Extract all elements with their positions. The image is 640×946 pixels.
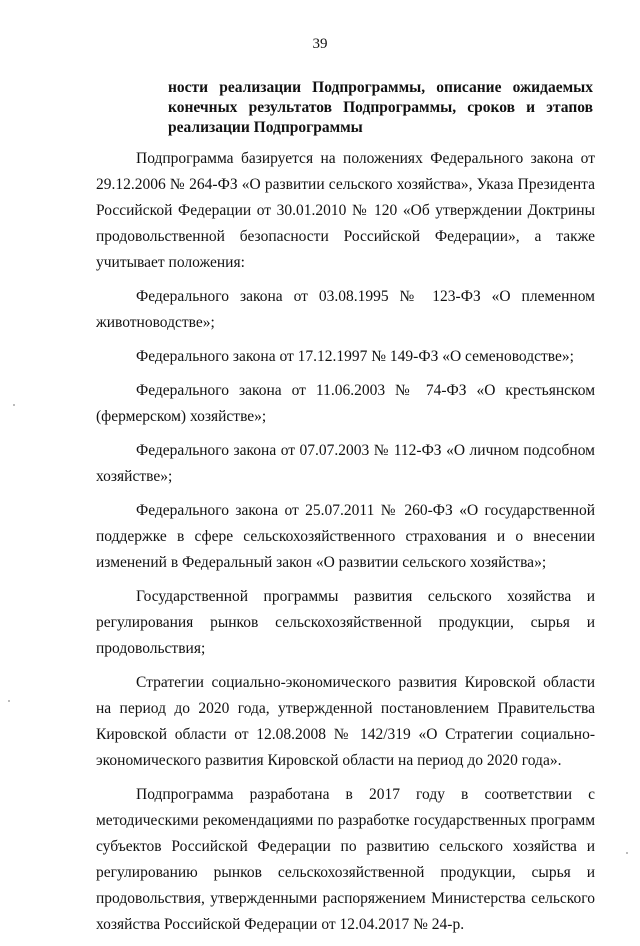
paragraph-law-149: Федерального закона от 17.12.1997 № 149-ФЗ «О семеноводстве»; [136, 348, 574, 365]
scan-speck [13, 404, 15, 406]
section-title: ности реализации Подпрограммы, описание ожидаемых конечных результатов Подпрограммы, сроков и этапов реализации Подпрограммы [168, 79, 593, 136]
paragraph-developed: Подпрограмма разработана в 2017 году в соответствии с методическими рекомендациями по разработке государственных программ субъектов Российской Федерации по развитию сельского хозяйства и регулированию рынков сельскохозяйственной продукции, сырья и продовольствия, утвержденными распоряжением Министерства сельского хозяйства Российской Федерации от 12.04.2017 № 24-р. [96, 786, 595, 933]
paragraph-law-260: Федерального закона от 25.07.2011 № 260-ФЗ «О государственной поддержке в сфере сельскохозяйственного страхования и о внесении изменений в Федеральный закон «О развитии сельского хозяйства»; [96, 502, 595, 571]
document-body [96, 146, 595, 946]
scan-speck [626, 852, 628, 854]
paragraph-law-112: Федерального закона от 07.07.2003 № 112-ФЗ «О личном подсобном хозяйстве»; [96, 442, 595, 485]
scan-speck [8, 700, 10, 702]
page-number: 39 [312, 36, 328, 52]
paragraph-intro: Подпрограмма базируется на положениях Федерального закона от 29.12.2006 № 264-ФЗ «О развитии сельского хозяйства», Указа Президента Российской Федерации от 30.01.2010 № 120 «Об утверждении Доктрины продовольственной безопасности Российской Федерации», а также учитывает положения: [96, 150, 595, 271]
paragraph-law-74: Федерального закона от 11.06.2003 № 74-ФЗ «О крестьянском (фермерском) хозяйстве»; [96, 382, 595, 425]
paragraph-state-program: Государственной программы развития сельского хозяйства и регулирования рынков сельскохозяйственной продукции, сырья и продовольствия; [96, 588, 595, 657]
paragraph-strategy: Стратегии социально-экономического развития Кировской области на период до 2020 года, утвержденной постановлением Правительства Кировской области от 12.08.2008 № 142/319 «О Стратегии социально-экономического развития Кировской области на период до 2020 года». [96, 674, 595, 769]
paragraph-law-123: Федерального закона от 03.08.1995 № 123-ФЗ «О племенном животноводстве»; [96, 288, 595, 331]
